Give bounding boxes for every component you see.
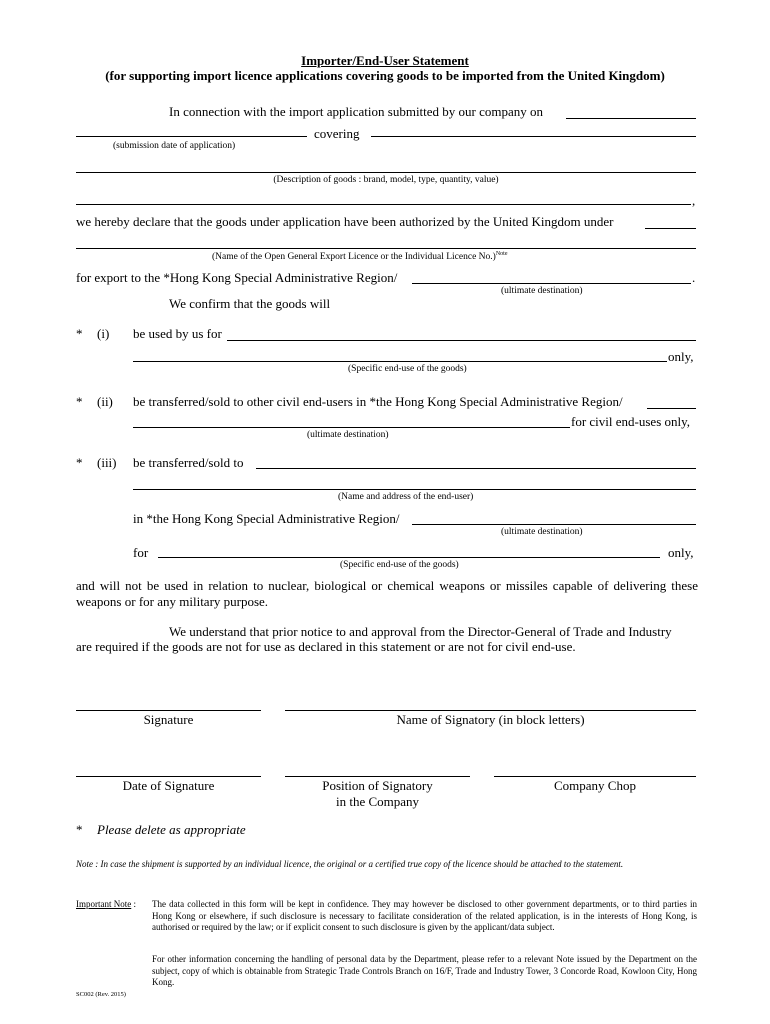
option-2-caption: (ultimate destination) [307,430,389,440]
option-1-use-field[interactable] [227,340,696,341]
option-2-civil-only: for civil end-uses only, [571,414,691,429]
form-code: SC002 (Rev. 2015) [76,991,126,998]
option-3-text: be transferred/sold to [133,455,244,470]
option-3-for-label: for [133,545,149,560]
understand-line-2: are required if the goods are not for use as declared in this statement or are not for civil end-use. [76,639,576,654]
wmd-paragraph: and will not be used in relation to nuclear, biological or chemical weapons or missiles capable of delivering these weapons or for any military purpose. [76,578,698,609]
export-destination-field[interactable] [412,283,691,284]
covering-label: covering [314,126,360,141]
signatory-name-field[interactable] [285,710,696,711]
option-1-text: be used by us for [133,326,222,341]
end-user-caption: (Name and address of the end-user) [338,492,474,502]
submission-date-field[interactable] [566,118,696,119]
option-3-destination-field[interactable] [412,524,696,525]
confirm-text: We confirm that the goods will [169,296,331,311]
signature-date-field[interactable] [76,776,261,777]
licence-continued-field[interactable] [76,248,696,249]
signatory-position-field[interactable] [285,776,470,777]
option-3-number: (iii) [97,455,117,470]
licence-note: Note : In case the shipment is supported by an individual licence, the original or a certified true copy of the licence should be attached to the statement. [76,859,624,869]
company-chop-label: Company Chop [554,778,636,793]
option-3-only: only, [668,545,694,560]
important-note-label: Important Note : [76,899,137,909]
option-1-use-continued-field[interactable] [133,361,667,362]
period: . [692,270,696,285]
covering-field[interactable] [371,136,696,137]
delete-star: * [76,822,83,837]
option-1-number: (i) [97,326,110,341]
important-note-paragraph-2: For other information concerning the handling of personal data by the Department, please refer to a relevant Note issued by the Department on the subject, copy of which is obtainable from Strategic Trade Controls Branch on 16/F, Trade and Industry Tower, 3 Concorde Road, Kowloon City, Hong Kong. [152,954,697,987]
option-2-destination-continued-field[interactable] [133,427,570,428]
end-user-field[interactable] [256,468,696,469]
option-3-destination-caption: (ultimate destination) [501,527,583,537]
intro-text: In connection with the import application submitted by our company on [169,104,544,119]
declaration-text: we hereby declare that the goods under application have been authorized by the United Kingdom under [76,214,614,229]
submission-date-continued-field[interactable] [76,136,307,137]
option-1-star: * [76,326,83,341]
comma: , [692,193,696,208]
signatory-position-label-1: Position of Signatory [322,778,433,793]
option-2-destination-field[interactable] [647,408,696,409]
important-note-paragraph-1: The data collected in this form will be kept in confidence. They may however be disclosed to other government departments, or to third parties in Hong Kong or elsewhere, if such disclosure is necessary to facilitate consideration of the related application, is in the interests of Hong Kong, is authorised or required by the law; or if explicit consent to such disclosure is given by the applicant/data subject. [152,899,697,932]
signature-field[interactable] [76,710,261,711]
option-3-caption: (Specific end-use of the goods) [340,560,459,570]
export-to-text: for export to the *Hong Kong Special Administrative Region/ [76,270,398,285]
option-2-star: * [76,394,83,409]
signature-date-label: Date of Signature [122,778,215,793]
form-title: Importer/End-User Statement [301,53,469,68]
option-2-text: be transferred/sold to other civil end-users in *the Hong Kong Special Administrative Region/ [133,394,623,409]
goods-description-continued-field[interactable] [76,204,691,205]
option-1-only: only, [668,349,694,364]
option-3-use-field[interactable] [158,557,660,558]
export-destination-caption: (ultimate destination) [501,286,583,296]
option-3-star: * [76,455,83,470]
option-1-caption: (Specific end-use of the goods) [348,364,467,374]
goods-description-field[interactable] [76,172,696,173]
licence-caption: (Name of the Open General Export Licence or the Individual Licence No.)$^{Note}$ [212,251,508,263]
submission-date-caption: (submission date of application) [113,141,236,151]
end-user-continued-field[interactable] [133,489,696,490]
option-2-number: (ii) [97,394,113,409]
licence-field[interactable] [645,228,696,229]
understand-line-1: We understand that prior notice to and approval from the Director-General of Trade and Industry [169,624,672,639]
delete-note: Please delete as appropriate [97,822,246,837]
form-subtitle: (for supporting import licence applications covering goods to be imported from the United Kingdom) [105,68,665,83]
signatory-name-label: Name of Signatory (in block letters) [396,712,585,727]
option-3-in-hk-text: in *the Hong Kong Special Administrative Region/ [133,511,400,526]
company-chop-field[interactable] [494,776,696,777]
signatory-position-label-2: in the Company [335,794,420,809]
signature-label: Signature [143,712,194,727]
goods-description-caption: (Description of goods : brand, model, type, quantity, value) [273,175,499,185]
